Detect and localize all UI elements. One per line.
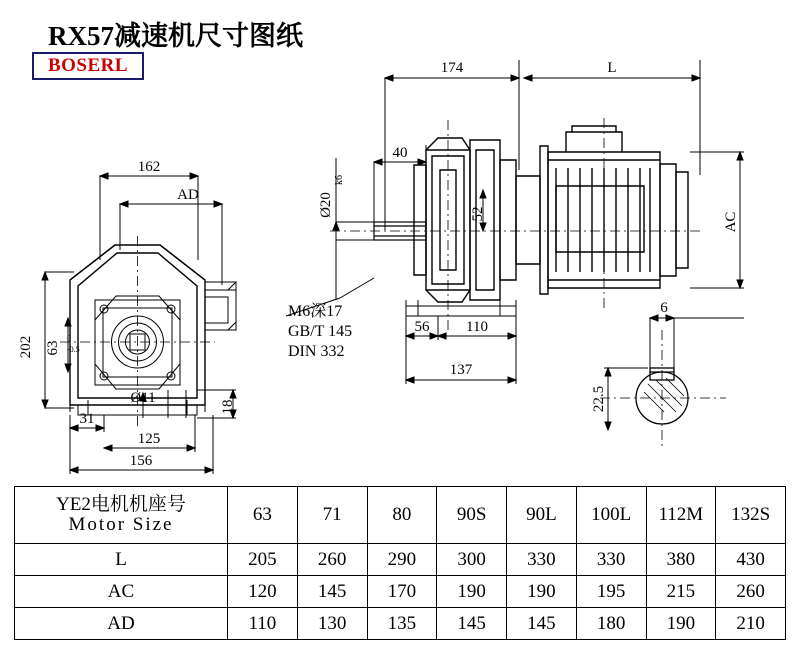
label-125: 125 — [137, 431, 161, 447]
label-22_5: 22.5 — [591, 385, 607, 413]
side-view-motor — [516, 126, 688, 294]
row-header-AC: AC — [15, 576, 228, 608]
label-6: 6 — [660, 300, 668, 316]
table-cell: 71 — [297, 487, 367, 544]
side-view-housing — [414, 138, 516, 302]
table-cell: 290 — [367, 544, 437, 576]
table-cell: 190 — [646, 608, 716, 640]
table-cell: 130 — [297, 608, 367, 640]
table-cell: 300 — [437, 544, 507, 576]
table-cell: 110 — [228, 608, 298, 640]
label-31: 31 — [79, 411, 95, 427]
table-cell: 112M — [646, 487, 716, 544]
table-cell: 430 — [716, 544, 786, 576]
key-view-centerlines — [600, 330, 726, 450]
label-52: 52 — [470, 206, 486, 222]
label-156: 156 — [129, 453, 153, 469]
table-cell: 80 — [367, 487, 437, 544]
table-cell: 145 — [297, 576, 367, 608]
note-line-2: GB/T 145 — [288, 323, 353, 340]
table-cell: 145 — [437, 608, 507, 640]
label-18: 18 — [220, 399, 236, 415]
table-cell: 190 — [437, 576, 507, 608]
table-cell: 170 — [367, 576, 437, 608]
table-row — [15, 544, 786, 576]
table-row — [15, 487, 786, 544]
label-110: 110 — [466, 319, 488, 335]
label-202: 202 — [18, 335, 34, 359]
row-header-line1: YE2电机机座号 — [56, 494, 186, 516]
table-cell: 90L — [507, 487, 577, 544]
table-cell: 205 — [228, 544, 298, 576]
table-cell: 380 — [646, 544, 716, 576]
table-row — [15, 576, 786, 608]
note-line-3: DIN 332 — [288, 343, 345, 360]
table-cell: 120 — [228, 576, 298, 608]
table-cell: 190 — [507, 576, 577, 608]
row-header-AD: AD — [15, 608, 228, 640]
label-63: 63 — [45, 340, 61, 356]
table-cell: 195 — [576, 576, 646, 608]
table-cell: 180 — [576, 608, 646, 640]
label-63-tol-lower: -0.5 — [67, 345, 80, 354]
table-row — [15, 608, 786, 640]
table-cell: 145 — [507, 608, 577, 640]
label-shaft-dia: Ø20 — [318, 192, 334, 218]
label-137: 137 — [449, 362, 473, 378]
dim-22_5 — [604, 368, 648, 430]
dim-6 — [650, 315, 744, 372]
row-header-motor-size — [15, 487, 228, 544]
table-cell: 90S — [437, 487, 507, 544]
table-cell: 63 — [228, 487, 298, 544]
note-line-1: M6深17 — [288, 303, 343, 320]
label-56: 56 — [414, 319, 430, 335]
label-40: 40 — [392, 145, 408, 161]
row-header-line2: Motor Size — [68, 514, 174, 535]
table-cell: 330 — [507, 544, 577, 576]
table-cell: 330 — [576, 544, 646, 576]
label-L: L — [607, 60, 617, 76]
label-174: 174 — [440, 60, 464, 76]
page-title: RX57减速机尺寸图纸 — [48, 21, 303, 51]
label-hole-11: Ø11 — [130, 390, 156, 406]
label-63-tol-upper: 0 — [67, 334, 71, 343]
dim-L — [524, 60, 700, 175]
table-cell: 210 — [716, 608, 786, 640]
table-cell: 100L — [576, 487, 646, 544]
brand-logo-text: BOSERL — [47, 55, 129, 76]
table-cell: 260 — [297, 544, 367, 576]
label-shaft-tol: k6 — [334, 175, 345, 185]
table-cell: 215 — [646, 576, 716, 608]
row-header-L: L — [15, 544, 228, 576]
label-AC: AC — [723, 211, 739, 233]
table-cell: 132S — [716, 487, 786, 544]
front-view-terminal-box — [205, 282, 236, 330]
motor-size-table — [14, 486, 786, 640]
table-cell: 135 — [367, 608, 437, 640]
label-162: 162 — [137, 159, 161, 175]
label-AD: AD — [177, 187, 199, 203]
table-cell: 260 — [716, 576, 786, 608]
